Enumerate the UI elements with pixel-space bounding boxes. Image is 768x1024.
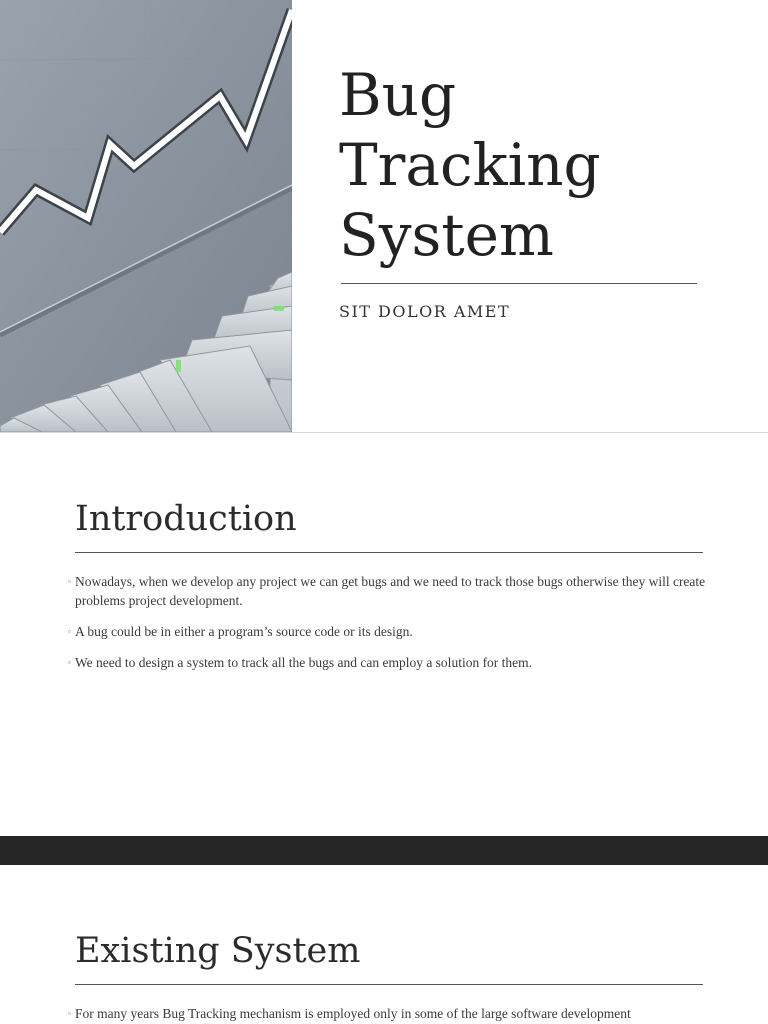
title-line: System xyxy=(339,201,554,269)
bullet-item xyxy=(68,572,708,610)
title-line: Tracking xyxy=(339,131,601,199)
bullet-icon: ▫ xyxy=(68,1009,71,1018)
bullet-icon: ▫ xyxy=(68,577,71,586)
existing-system-divider xyxy=(75,984,703,985)
introduction-divider xyxy=(75,552,703,553)
bullet-item xyxy=(68,622,708,641)
staircase-chart-photo xyxy=(0,0,292,432)
bullet-text: For many years Bug Tracking mechanism is employed only in some of the large software development xyxy=(75,1006,631,1021)
introduction-slide xyxy=(0,433,768,836)
bullet-text: Nowadays, when we develop any project we can get bugs and we need to track those bugs otherwise they will create problems project development. xyxy=(75,574,706,608)
introduction-bullets xyxy=(68,572,708,684)
slide-separator-band xyxy=(0,836,768,865)
existing-system-slide xyxy=(0,865,768,1024)
presentation-subtitle: SIT DOLOR AMET xyxy=(339,302,511,321)
introduction-heading: Introduction xyxy=(75,499,297,539)
bullet-text: A bug could be in either a program’s source code or its design. xyxy=(75,624,413,639)
title-divider xyxy=(341,283,697,284)
existing-system-bullets xyxy=(68,1004,708,1024)
title-slide xyxy=(0,0,768,433)
bullet-icon: ▫ xyxy=(68,627,71,636)
presentation-title xyxy=(339,60,739,270)
bullet-item xyxy=(68,653,708,672)
bullet-icon: ▫ xyxy=(68,658,71,667)
bullet-item xyxy=(68,1004,708,1023)
bullet-text: We need to design a system to track all the bugs and can employ a solution for them. xyxy=(75,655,533,670)
existing-system-heading: Existing System xyxy=(75,931,361,971)
title-line: Bug xyxy=(339,61,457,129)
